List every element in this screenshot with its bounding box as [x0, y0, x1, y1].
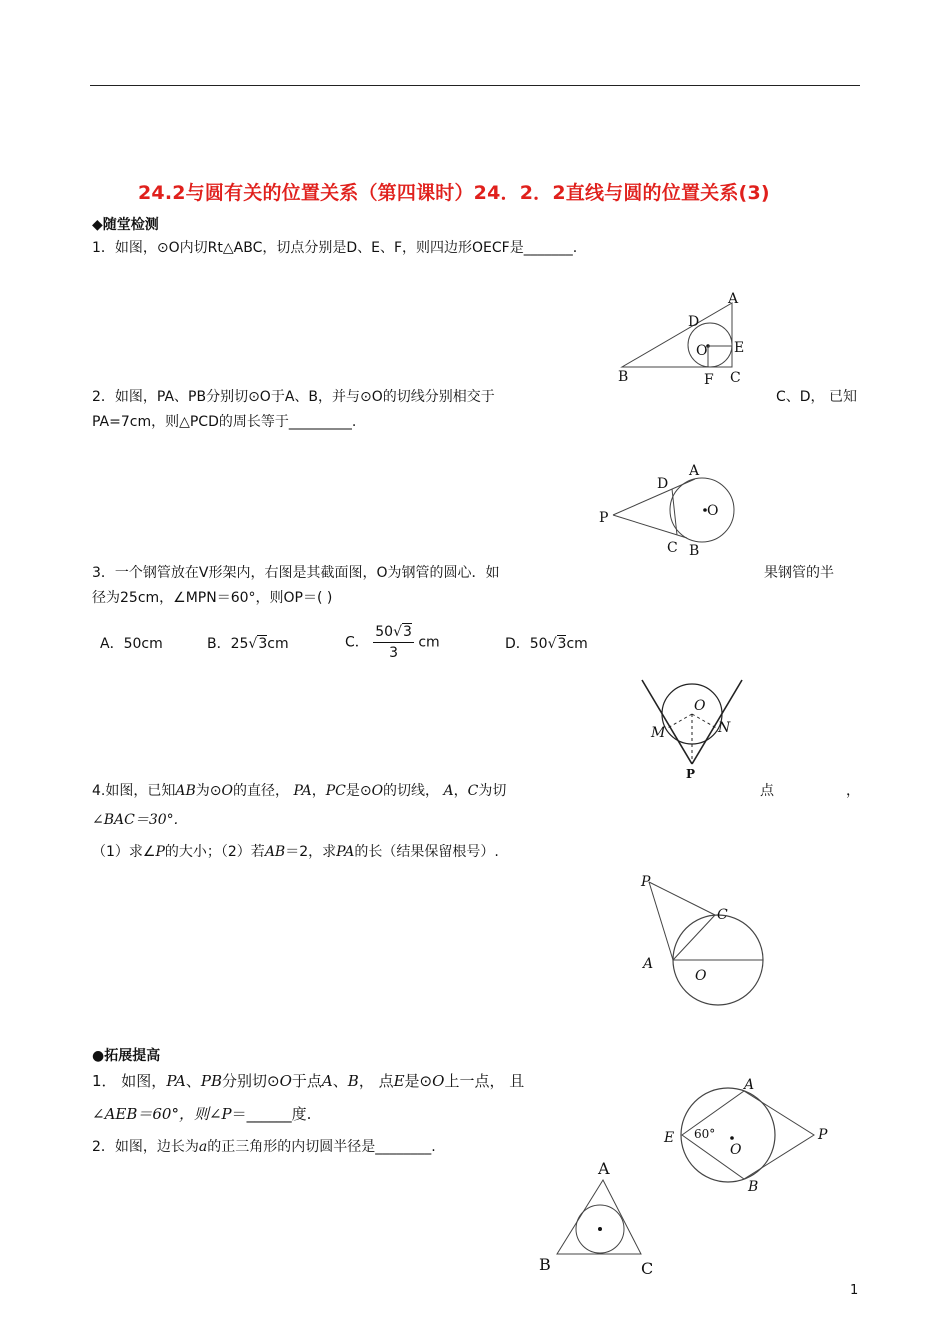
label-P: P [599, 510, 609, 526]
question-3-line2: 径为25cm，∠MPN＝60°，则OP＝( ) [92, 590, 333, 606]
label-C: C [730, 370, 741, 386]
question-3-line1-left: 3．一个钢管放在V形架内，右图是其截面图，O为钢管的圆心．如 [92, 565, 500, 581]
question-4-line3: （1）求∠P的大小；（2）若AB＝2，求PA的长（结果保留根号）. [92, 844, 499, 860]
figure-q3-pipe-in-v-frame [640, 676, 750, 786]
label-E: E [734, 340, 745, 356]
label-E: E [664, 1130, 675, 1146]
label-N: N [718, 720, 731, 736]
question-4-line1-right-a: 点 [760, 783, 774, 799]
question-1-text: 1．如图，⊙O内切Rt△ABC，切点分别是D、E、F，则四边形OECF是_______. [92, 240, 578, 256]
label-B: B [539, 1255, 551, 1274]
label-A: A [643, 956, 654, 972]
label-A: A [744, 1077, 755, 1093]
question-2-line2: PA=7cm，则△PCD的周长等于_________. [92, 414, 357, 430]
extension-1-line1: 1． 如图，PA、PB分别切⊙O于点A、B， 点E是⊙O上一点， 且 [92, 1072, 525, 1090]
question-2-line1-left: 2．如图，PA、PB分别切⊙O于A、B，并与⊙O的切线分别相交于 [92, 389, 495, 405]
option-c-fraction: $\frac{50√3}{3}$ [375, 624, 412, 661]
label-angle: 60° [694, 1127, 716, 1141]
label-O: O [695, 968, 707, 984]
figure-q1-incircle-right-triangle [600, 285, 770, 395]
label-B: B [748, 1179, 759, 1195]
figure-q4-tangents-and-diameter [635, 870, 765, 1010]
label-D: D [657, 476, 669, 492]
extension-1-line2: ∠AEB＝60°，则∠P＝______度. [92, 1105, 312, 1123]
header-rule [90, 85, 860, 86]
label-A: A [689, 463, 700, 479]
page-number: 1 [850, 1283, 859, 1298]
label-F: F [704, 372, 714, 388]
question-4-line2: ∠BAC＝30°. [92, 812, 179, 828]
extension-2-text: 2．如图，边长为a的正三角形的内切圆半径是________. [92, 1139, 436, 1155]
label-P: P [686, 767, 696, 781]
figure-e2-equilateral-incircle [535, 1158, 665, 1278]
page-title: 24.2与圆有关的位置关系（第四课时）24．2．2直线与圆的位置关系(3) [138, 182, 770, 204]
question-4-line1-right-b: ， [846, 783, 860, 799]
label-A: A [728, 291, 739, 307]
label-P: P [818, 1127, 828, 1143]
section-heading-extension: ●拓展提高 [92, 1048, 161, 1064]
question-4-line1: 4.如图，已知AB为⊙O的直径， PA，PC是⊙O的切线， A，C为切 [92, 783, 507, 799]
option-b: B．25√3cm [207, 636, 289, 652]
option-d: D．50√3cm [505, 636, 588, 652]
label-A: A [598, 1159, 610, 1178]
question-3-line1-right: 果钢管的半 [764, 565, 834, 581]
question-2-line1-right: C、D， 已知 [776, 389, 858, 405]
label-O: O [696, 343, 708, 359]
section-heading-practice: ◆随堂检测 [92, 217, 159, 233]
label-C: C [641, 1259, 654, 1278]
figure-q2-tangents-from-p [595, 460, 745, 560]
label-C: C [717, 907, 728, 923]
option-a: A．50cm [100, 636, 163, 652]
figure-e1-circle-tangents [660, 1075, 840, 1195]
label-B: B [618, 369, 629, 385]
label-C: C [667, 540, 678, 556]
option-c: C． $\frac{50√3}{3}$ cm [345, 624, 440, 661]
label-O: O [730, 1142, 742, 1158]
label-P: P [641, 874, 651, 890]
label-D: D [688, 314, 700, 330]
label-M: M [651, 725, 666, 741]
label-O: O [707, 503, 719, 519]
label-B: B [689, 543, 700, 559]
label-O: O [694, 698, 706, 714]
